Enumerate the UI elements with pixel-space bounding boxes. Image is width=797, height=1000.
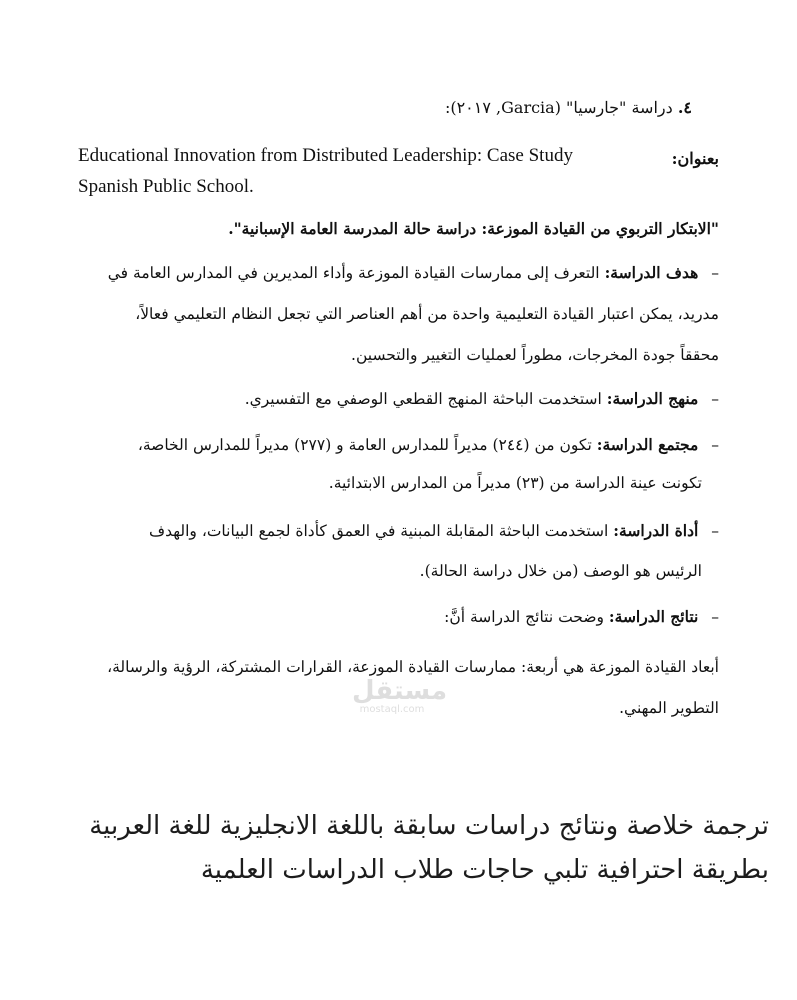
results-paragraph-line1: أبعاد القيادة الموزعة هي أربعة: ممارسات القيادة الموزعة، القرارات المشتركة، الرؤية والرسالة، — [107, 658, 719, 676]
bullet-dash: – — [711, 264, 719, 282]
method-text-line1: استخدمت الباحثة المنهج القطعي الوصفي مع التفسيري. — [244, 390, 602, 408]
results-line1 — [444, 606, 719, 628]
study-number: ٤. — [677, 98, 692, 117]
title-english-line1: Educational Innovation from Distributed Leadership: Case Study — [78, 145, 573, 166]
results-label: نتائج الدراسة: — [608, 607, 699, 626]
tool-text-line2: الرئيس هو الوصف (من خلال دراسة الحالة). — [419, 562, 702, 580]
aim-line1 — [108, 262, 719, 284]
population-label: مجتمع الدراسة: — [596, 435, 699, 454]
method-label: منهج الدراسة: — [606, 389, 699, 408]
study-label: دراسة "جارسيا" (Garcia, ٢٠١٧): — [444, 98, 673, 117]
study-heading — [445, 97, 692, 119]
title-label: بعنوان: — [671, 149, 719, 168]
results-paragraph-line2: التطوير المهني. — [619, 699, 719, 717]
watermark-latin: mostaql.com — [359, 704, 425, 715]
tool-text-line1: استخدمت الباحثة المقابلة المبنية في العمق كأداة لجمع البيانات، والهدف — [149, 522, 609, 540]
aim-label: هدف الدراسة: — [604, 263, 699, 282]
aim-text-line2: مدريد، يمكن اعتبار القيادة التعليمية واحدة من أهم العناصر التي تجعل النظام التعليمي فعالاً، — [135, 305, 719, 323]
population-text-line1: تكون من (٢٤٤) مديراً للمدارس العامة و (٢٧٧) مديراً للمدارس الخاصة، — [137, 436, 592, 454]
footer-line2: بطريقة احترافية تلبي حاجات طلاب الدراسات العلمية — [200, 855, 769, 885]
population-text-line2: تكونت عينة الدراسة من (٢٣) مديراً من المدارس الابتدائية. — [328, 474, 702, 492]
tool-line1 — [149, 520, 719, 542]
title-english-line2: Spanish Public School. — [78, 176, 254, 197]
title-arabic: "الابتكار التربوي من القيادة الموزعة: دراسة حالة المدرسة العامة الإسبانية". — [228, 219, 719, 238]
aim-text-line3: محققاً جودة المخرجات، مطوراً لعمليات التغيير والتحسين. — [351, 346, 719, 364]
results-text-line1: وضحت نتائج الدراسة أنَّ: — [444, 608, 604, 626]
population-line1 — [138, 434, 719, 456]
bullet-dash: – — [711, 436, 719, 454]
method-line1 — [245, 388, 719, 410]
aim-text-line1: التعرف إلى ممارسات القيادة الموزعة وأداء المديرين في المدارس العامة في — [107, 264, 600, 282]
bullet-dash: – — [711, 390, 719, 408]
watermark-arabic: مستقل — [352, 676, 448, 706]
tool-label: أداة الدراسة: — [613, 521, 699, 540]
mostaql-watermark-logo — [352, 676, 448, 724]
bullet-dash: – — [711, 522, 719, 540]
footer-line1: ترجمة خلاصة ونتائج دراسات سابقة باللغة الانجليزية للغة العربية — [89, 811, 769, 841]
bullet-dash: – — [711, 608, 719, 626]
